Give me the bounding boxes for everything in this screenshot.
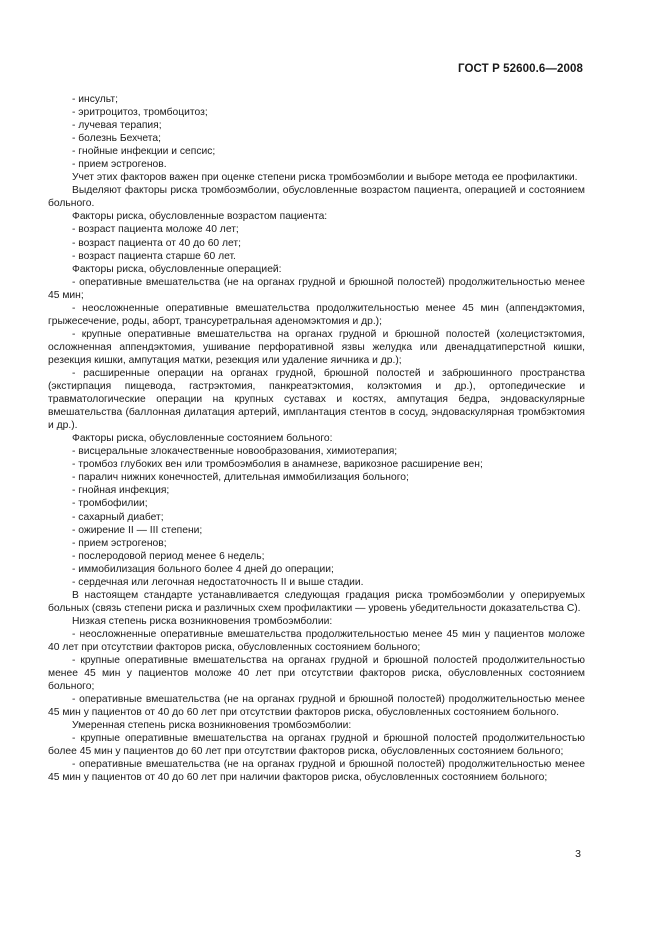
list-item: - возраст пациента старше 60 лет. [72,250,236,262]
list-item: - послеродовой период менее 6 недель; [72,550,265,562]
list-item: - возраст пациента моложе 40 лет; [72,224,239,236]
list-item: - висцеральные злокачественные новообразования, химиотерапия; [72,446,398,458]
paragraph: - расширенные операции на органах грудной, брюшной полостей и забрюшинного пространства (экстирпация пищевода, гастрэктомия, панкреатэктомия, колэктомия и др.), ортопедические и травматологические операции на крупных суставах и костях, ампутация бедра, эндоваскулярные вмешательства (баллонная дилатация артерий, имплантация стентов в сосуд, эндоваскулярная тромбэктомия и др.). [48,367,585,432]
paragraph: Низкая степень риска возникновения тромбоэмболии: [72,615,333,627]
paragraph: - крупные оперативные вмешательства на органах грудной и брюшной полостей (холецистэктомия, осложненная аппендэктомия, ушивание перфоративной язвы желудка или двенадцатиперстной кишки, резекция кишки, ампутация матки, резекция или удаление яичника и др.); [48,328,585,366]
list-item: - сахарный диабет; [72,511,164,523]
paragraph: Факторы риска, обусловленные возрастом пациента: [72,211,328,223]
paragraph: В настоящем стандарте устанавливается следующая градация риска тромбоэмболии у оперируемых больных (связь степени риска и различных схем профилактики — уровень убедительности доказательства С). [48,589,585,614]
list-item: - лучевая терапия; [72,120,162,132]
paragraph: - оперативные вмешательства (не на органах грудной и брюшной полостей) продолжительностью менее 45 мин у пациентов от 40 до 60 лет при наличии факторов риска, обусловленных состоянием больного; [48,759,585,784]
paragraph: - крупные оперативные вмешательства на органах грудной и брюшной полостей продолжительностью более 45 мин у пациентов до 60 лет при отсутствии факторов риска, обусловленных состоянием больного; [48,733,585,758]
document-body [48,93,585,784]
paragraph: - крупные оперативные вмешательства на органах грудной и брюшной полостей продолжительностью менее 45 мин у пациентов моложе 40 лет при отсутствии факторов риска, обусловленных состоянием больного; [48,655,585,693]
page-number: 3 [575,848,581,860]
list-item: - инсульт; [72,94,118,105]
paragraph: Факторы риска, обусловленные операцией: [72,263,282,275]
paragraph: - неосложненные оперативные вмешательства продолжительностью менее 45 мин (аппендэктомия, грыжесечение, роды, аборт, трансуретральная аденомэктомия и др.); [48,302,585,327]
paragraph: - оперативные вмешательства (не на органах грудной и брюшной полостей) продолжительностью менее 45 мин у пациентов от 40 до 60 лет при отсутствии факторов риска, обусловленных состоянием больного. [48,694,585,719]
list-item: - ожирение II — III степени; [72,524,203,536]
list-item: - гнойная инфекция; [72,485,170,497]
list-item: - паралич нижних конечностей, длительная иммобилизация больного; [72,472,409,484]
list-item: - прием эстрогенов. [72,159,167,171]
list-item: - гнойные инфекции и сепсис; [72,146,216,158]
list-item: - болезнь Бехчета; [72,133,161,145]
list-item: - тромбоз глубоких вен или тромбоэмболия в анамнезе, варикозное расширение вен; [72,459,483,471]
paragraph: Умеренная степень риска возникновения тромбоэмболии: [72,720,352,732]
list-item: - тромбофилии; [72,498,148,510]
document-header: ГОСТ Р 52600.6—2008 [458,63,583,75]
list-item: - прием эстрогенов; [72,537,167,549]
list-item: - иммобилизация больного более 4 дней до операции; [72,563,334,575]
paragraph: - оперативные вмешательства (не на органах грудной и брюшной полостей) продолжительностью менее 45 мин; [48,276,585,301]
paragraph: - неосложненные оперативные вмешательства продолжительностью менее 45 мин у пациентов моложе 40 лет при отсутствии факторов риска, обусловленных состоянием больного; [48,628,585,653]
paragraph: Факторы риска, обусловленные состоянием больного: [72,433,333,445]
paragraph: Учет этих факторов важен при оценке степени риска тромбоэмболии и выборе метода ее профилактики. [72,172,578,184]
list-item: - сердечная или легочная недостаточность II и выше стадии. [72,576,364,588]
list-item: - эритроцитоз, тромбоцитоз; [72,107,208,119]
list-item: - возраст пациента от 40 до 60 лет; [72,237,241,249]
paragraph: Выделяют факторы риска тромбоэмболии, обусловленные возрастом пациента, операцией и состоянием больного. [48,185,585,210]
